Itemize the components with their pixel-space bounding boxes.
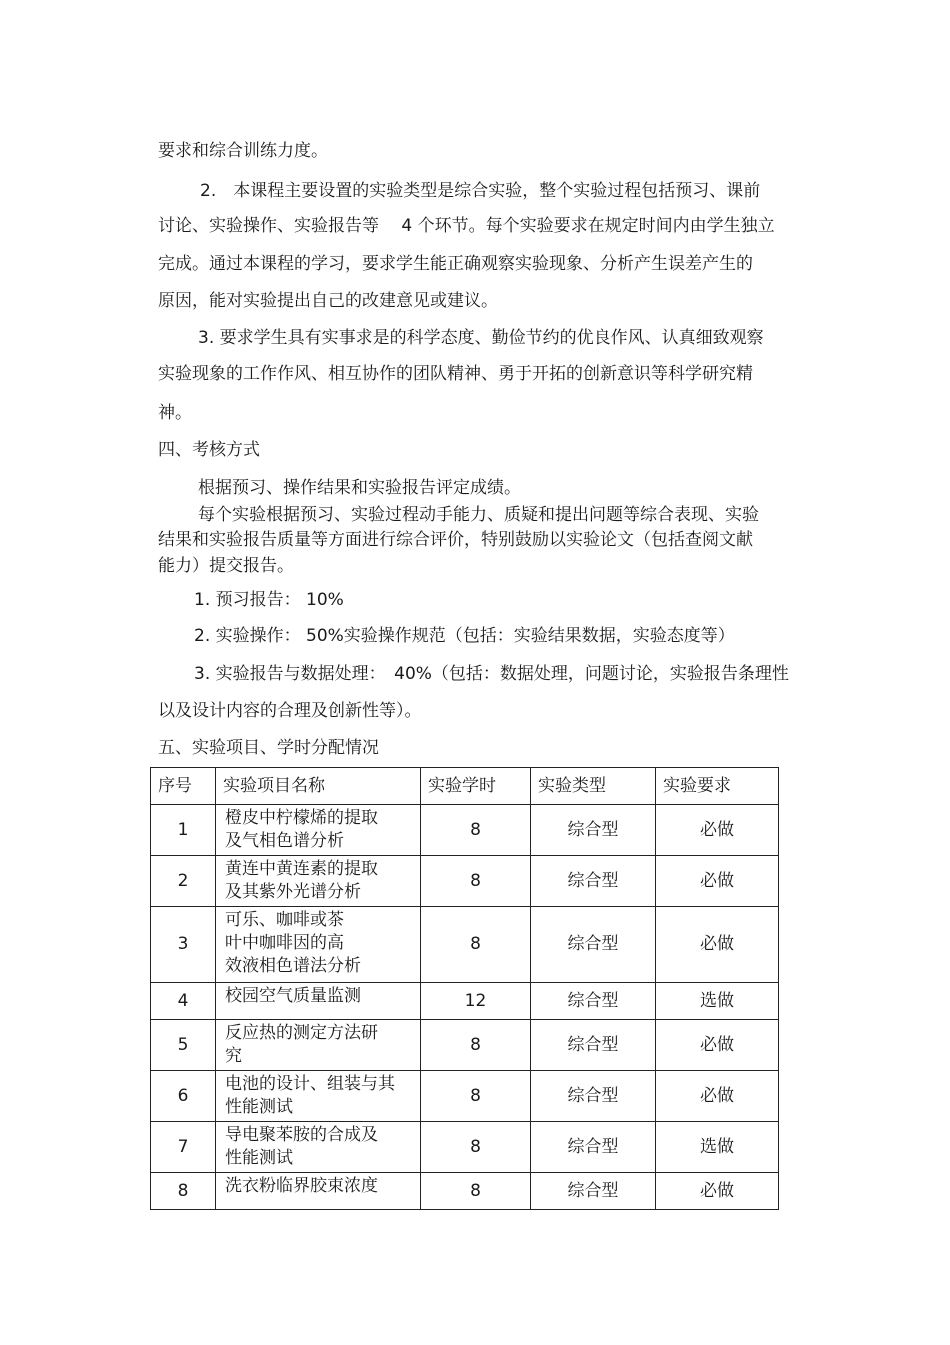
experiment-type: 综合型	[531, 1122, 656, 1173]
experiment-type: 综合型	[531, 1173, 656, 1210]
experiment-type: 综合型	[531, 1020, 656, 1071]
experiment-name	[216, 1122, 421, 1173]
experiment-requirement: 必做	[656, 1020, 779, 1071]
experiment-type: 综合型	[531, 1071, 656, 1122]
row-number: 1	[151, 805, 216, 856]
experiment-name-line: 黄连中黄连素的提取	[225, 859, 378, 879]
experiment-table	[150, 767, 779, 1210]
experiment-type: 综合型	[531, 805, 656, 856]
grading-item-3-line1: 3. 实验报告与数据处理： 40%（包括：数据处理，问题讨论，实验报告条理性	[194, 664, 789, 684]
table-row	[151, 1020, 779, 1071]
grading-item-1: 1. 预习报告： 10%	[194, 590, 344, 610]
experiment-name-line: 究	[225, 1046, 242, 1066]
experiment-name-line: 效液相色谱法分析	[225, 956, 361, 976]
experiment-type: 综合型	[531, 907, 656, 983]
header-name: 实验项目名称	[216, 768, 421, 805]
header-no: 序号	[151, 768, 216, 805]
experiment-name-line: 及气相色谱分析	[225, 831, 344, 851]
experiment-hours: 8	[421, 1071, 531, 1122]
row-number: 6	[151, 1071, 216, 1122]
experiment-name-line: 叶中咖啡因的高	[225, 933, 344, 953]
point3-line3: 神。	[158, 403, 192, 423]
header-req: 实验要求	[656, 768, 779, 805]
experiment-name-line: 及其紫外光谱分析	[225, 882, 361, 902]
table-row	[151, 907, 779, 983]
table-row	[151, 856, 779, 907]
table-row	[151, 983, 779, 1020]
point2-line2: 讨论、实验操作、实验报告等 4 个环节。每个实验要求在规定时间内由学生独立	[158, 216, 775, 236]
experiment-hours: 12	[421, 983, 531, 1020]
experiment-hours: 8	[421, 1122, 531, 1173]
experiment-hours: 8	[421, 1020, 531, 1071]
experiment-requirement: 必做	[656, 1173, 779, 1210]
experiment-name-line: 校园空气质量监测	[225, 986, 361, 1006]
experiment-hours: 8	[421, 907, 531, 983]
experiment-name-line: 导电聚苯胺的合成及	[225, 1125, 378, 1145]
section4-para2-line3: 能力）提交报告。	[158, 556, 294, 576]
experiment-name	[216, 1173, 421, 1210]
experiment-name	[216, 805, 421, 856]
point3-line1: 3. 要求学生具有实事求是的科学态度、勤俭节约的优良作风、认真细致观察	[198, 328, 764, 348]
row-number: 2	[151, 856, 216, 907]
experiment-name	[216, 983, 421, 1020]
point3-line2: 实验现象的工作作风、相互协作的团队精神、勇于开拓的创新意识等科学研究精	[158, 364, 753, 384]
section4-heading: 四、考核方式	[158, 440, 260, 460]
section5-heading: 五、实验项目、学时分配情况	[158, 738, 379, 758]
experiment-name	[216, 856, 421, 907]
experiment-requirement: 选做	[656, 983, 779, 1020]
experiment-requirement: 选做	[656, 1122, 779, 1173]
experiment-name-line: 可乐、咖啡或茶	[225, 910, 344, 930]
experiment-name-line: 反应热的测定方法研	[225, 1023, 378, 1043]
experiment-requirement: 必做	[656, 856, 779, 907]
experiment-type: 综合型	[531, 983, 656, 1020]
row-number: 3	[151, 907, 216, 983]
section4-para2-line1: 每个实验根据预习、实验过程动手能力、质疑和提出问题等综合表现、实验	[198, 505, 759, 525]
table-row	[151, 1173, 779, 1210]
experiment-requirement: 必做	[656, 805, 779, 856]
row-number: 8	[151, 1173, 216, 1210]
header-type: 实验类型	[531, 768, 656, 805]
experiment-name-line: 橙皮中柠檬烯的提取	[225, 808, 378, 828]
table-row	[151, 1122, 779, 1173]
experiment-hours: 8	[421, 805, 531, 856]
point2-line4: 原因，能对实验提出自己的改建意见或建议。	[158, 291, 498, 311]
experiment-hours: 8	[421, 1173, 531, 1210]
grading-item-3-line2: 以及设计内容的合理及创新性等）。	[158, 701, 422, 721]
experiment-name	[216, 1020, 421, 1071]
table-body	[151, 805, 779, 1210]
experiment-name-line: 性能测试	[225, 1148, 293, 1168]
row-number: 5	[151, 1020, 216, 1071]
experiment-name-line: 洗衣粉临界胶束浓度	[225, 1176, 378, 1196]
table-row	[151, 805, 779, 856]
table-row	[151, 1071, 779, 1122]
experiment-name-line: 性能测试	[225, 1097, 293, 1117]
row-number: 4	[151, 983, 216, 1020]
header-hours: 实验学时	[421, 768, 531, 805]
experiment-hours: 8	[421, 856, 531, 907]
intro-tail-text: 要求和综合训练力度。	[158, 141, 328, 161]
experiment-name	[216, 907, 421, 983]
experiment-requirement: 必做	[656, 1071, 779, 1122]
experiment-name-line: 电池的设计、组装与其	[225, 1074, 395, 1094]
section4-para1: 根据预习、操作结果和实验报告评定成绩。	[198, 478, 521, 498]
row-number: 7	[151, 1122, 216, 1173]
table-header-row	[151, 768, 779, 805]
experiment-type: 综合型	[531, 856, 656, 907]
point2-line3: 完成。通过本课程的学习，要求学生能正确观察实验现象、分析产生误差产生的	[158, 254, 753, 274]
experiment-requirement: 必做	[656, 907, 779, 983]
experiment-name	[216, 1071, 421, 1122]
section4-para2-line2: 结果和实验报告质量等方面进行综合评价，特别鼓励以实验论文（包括查阅文献	[158, 530, 753, 550]
grading-item-2: 2. 实验操作： 50%实验操作规范（包括：实验结果数据，实验态度等）	[194, 626, 735, 646]
point2-line1: 2. 本课程主要设置的实验类型是综合实验，整个实验过程包括预习、课前	[200, 181, 761, 201]
